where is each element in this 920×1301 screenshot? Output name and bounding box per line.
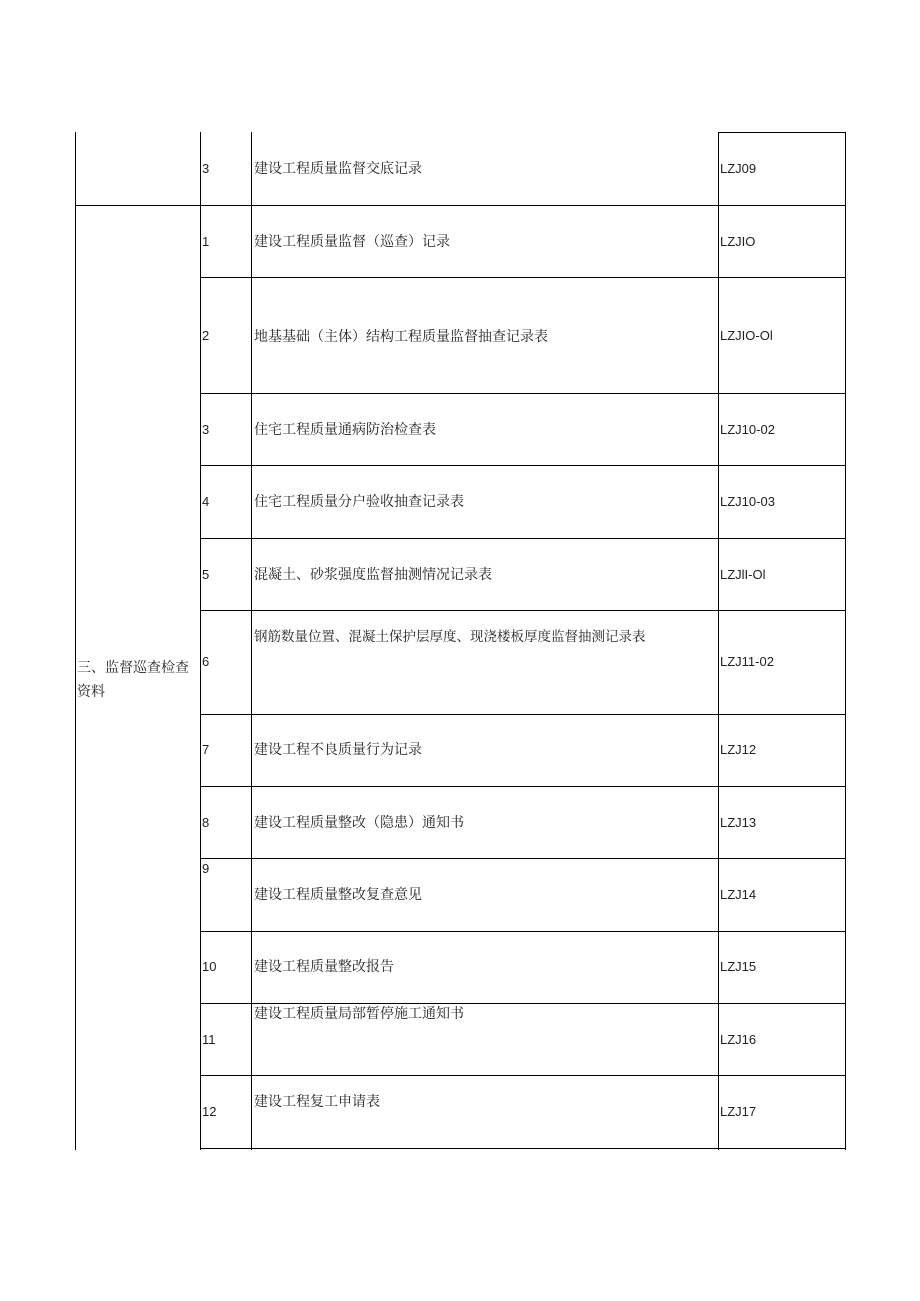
document-name: 建设工程复工申请表 <box>254 1094 380 1110</box>
row-divider <box>200 610 846 611</box>
group-label-cell: 三、监督巡查检查资料 <box>77 660 189 700</box>
row-divider <box>200 538 846 539</box>
column-divider-number <box>200 132 201 1150</box>
row-divider <box>200 465 846 466</box>
row-divider <box>200 714 846 715</box>
row-divider <box>200 931 846 932</box>
document-code: LZJ15 <box>720 959 757 974</box>
row-number: 3 <box>202 161 210 176</box>
document-name: 建设工程质量整改（隐患）通知书 <box>254 815 464 831</box>
document-name: 住宅工程质量通病防治检查表 <box>254 422 436 438</box>
row-number: 8 <box>202 815 210 830</box>
document-code: LZJ14 <box>720 887 757 902</box>
document-code: LZJ10-02 <box>720 422 775 437</box>
document-name: 建设工程质量整改复查意见 <box>254 887 422 903</box>
document-code: LZJIO <box>720 234 756 249</box>
table-bottom-border <box>200 1148 846 1149</box>
row-number: 7 <box>202 742 210 757</box>
row-number: 4 <box>202 494 210 509</box>
row-number: 6 <box>202 654 210 669</box>
document-name: 建设工程不良质量行为记录 <box>254 742 422 758</box>
document-code: LZJ10-03 <box>720 494 775 509</box>
row-number: 3 <box>202 422 210 437</box>
document-name: 建设工程质量监督（巡查）记录 <box>254 234 450 250</box>
table-border-right <box>845 132 846 1150</box>
document-name: 建设工程质量监督交底记录 <box>254 161 422 177</box>
document-name: 住宅工程质量分户验收抽查记录表 <box>254 494 464 510</box>
document-code: LZJ17 <box>720 1104 757 1119</box>
document-code: LZJ16 <box>720 1032 757 1047</box>
row-divider-group <box>75 205 846 206</box>
column-divider-code <box>718 132 719 1150</box>
document-name: 钢筋数量位置、混凝土保护层厚度、现浇楼板厚度监督抽测记录表 <box>254 629 646 645</box>
row-divider <box>200 393 846 394</box>
document-code: LZJIO-Ol <box>720 328 773 343</box>
document-code: LZJlI-Ol <box>720 567 766 582</box>
row-divider <box>200 1075 846 1076</box>
row-divider <box>200 786 846 787</box>
document-name: 混凝土、砂浆强度监督抽测情况记录表 <box>254 567 492 583</box>
document-name: 地基基础（主体）结构工程质量监督抽查记录表 <box>254 329 548 345</box>
row-divider <box>200 277 846 278</box>
row-number: 9 <box>202 861 210 876</box>
column-divider-name <box>251 132 252 1150</box>
document-code: LZJ13 <box>720 815 757 830</box>
document-name: 建设工程质量整改报告 <box>254 959 394 975</box>
row-number: 2 <box>202 328 210 343</box>
row-number: 10 <box>202 959 217 974</box>
row-number: 1 <box>202 234 210 249</box>
document-code: LZJ11-02 <box>720 654 774 669</box>
row-divider <box>200 858 846 859</box>
document-code: LZJ12 <box>720 742 757 757</box>
row-number: 5 <box>202 567 210 582</box>
row-number: 12 <box>202 1104 217 1119</box>
table-border-left <box>75 132 76 1150</box>
row-number: 11 <box>202 1032 216 1047</box>
document-code: LZJ09 <box>720 161 757 176</box>
table-top-border-code <box>718 132 846 133</box>
document-name: 建设工程质量局部暂停施工通知书 <box>254 1006 464 1022</box>
